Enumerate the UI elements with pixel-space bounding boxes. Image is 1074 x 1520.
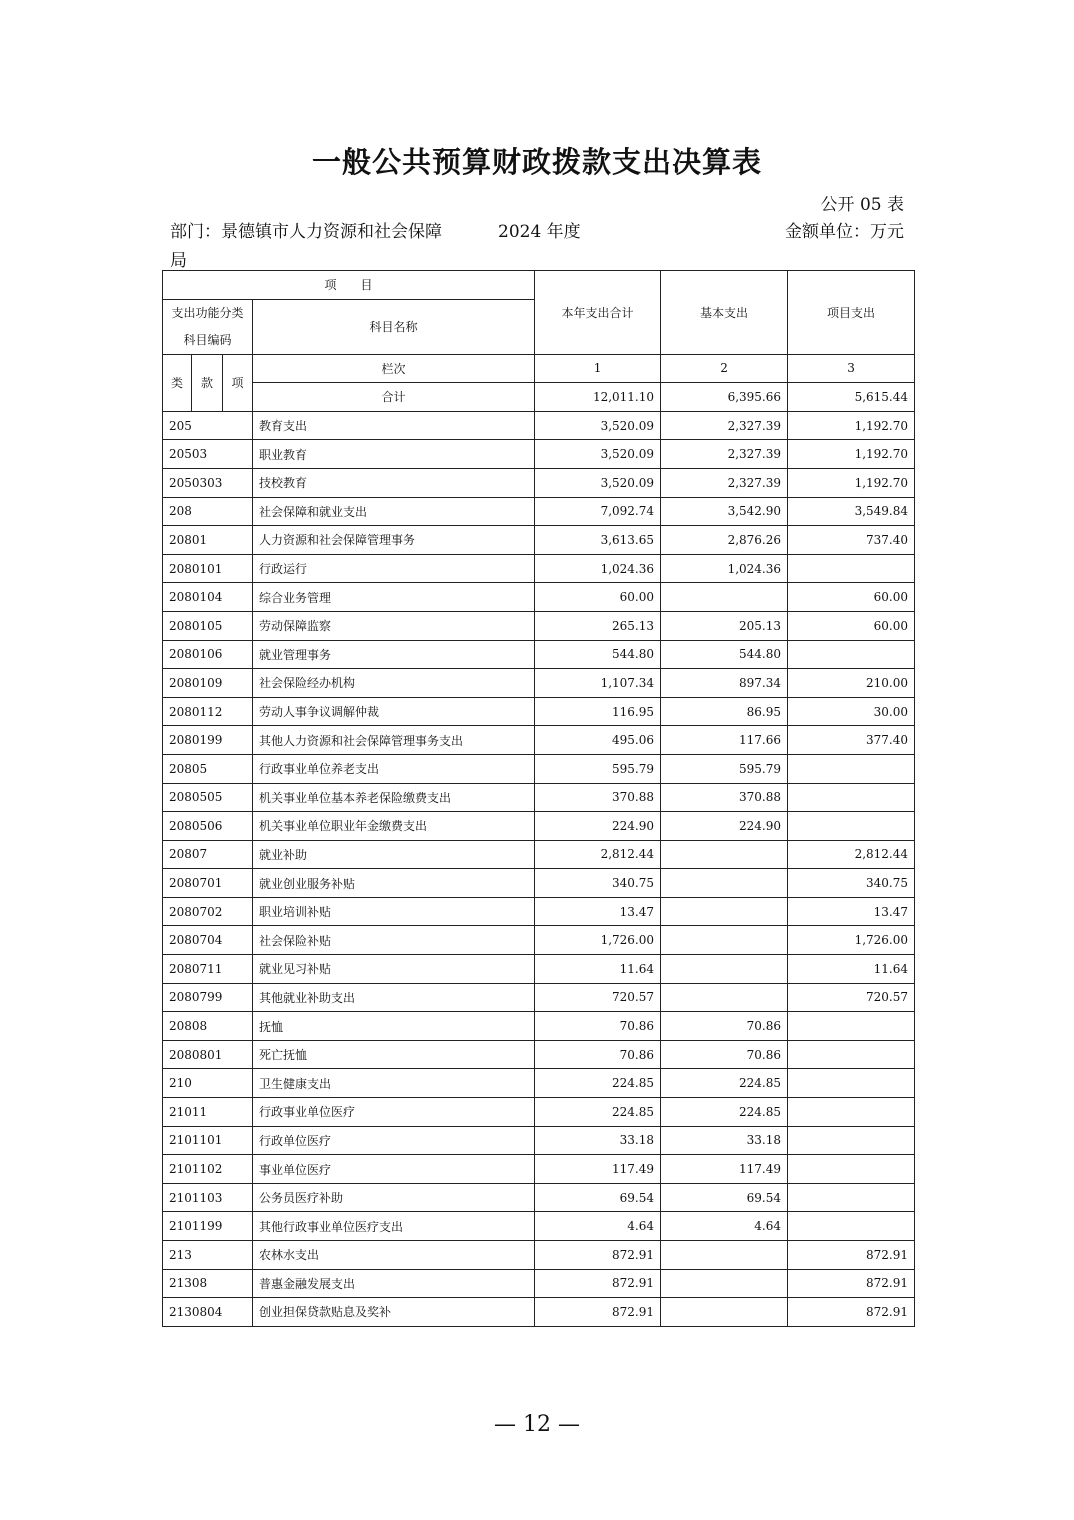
row-subject-name: 行政单位医疗 [253,1126,535,1155]
row-total: 872.91 [535,1269,661,1298]
row-code: 20807 [163,840,253,869]
table-row [163,1040,915,1069]
row-code: 2101101 [163,1126,253,1155]
row-code: 205 [163,411,253,440]
table-row [163,554,915,583]
row-total: 224.85 [535,1069,661,1098]
table-row [163,1069,915,1098]
row-project [788,1069,915,1098]
row-total: 872.91 [535,1298,661,1327]
department-label: 部门：景德镇市人力资源和社会保障局 [170,222,442,271]
total-basic: 6,395.66 [661,383,788,412]
row-total: 340.75 [535,869,661,898]
row-total: 3,520.09 [535,411,661,440]
row-project: 60.00 [788,583,915,612]
row-subject-name: 人力资源和社会保障管理事务 [253,526,535,555]
row-total: 595.79 [535,754,661,783]
row-code: 20503 [163,440,253,469]
row-project [788,640,915,669]
row-code: 20801 [163,526,253,555]
row-basic [661,869,788,898]
row-code: 2080199 [163,726,253,755]
header-row-lanci [163,354,915,383]
row-project: 1,192.70 [788,468,915,497]
row-total: 70.86 [535,1040,661,1069]
row-code: 2080505 [163,783,253,812]
row-project [788,812,915,841]
row-basic: 370.88 [661,783,788,812]
amount-unit: 金额单位：万元 [785,222,904,242]
row-subject-name: 职业培训补贴 [253,897,535,926]
row-project: 872.91 [788,1241,915,1270]
row-total: 3,520.09 [535,468,661,497]
row-code: 2080109 [163,669,253,698]
row-subject-name: 创业担保贷款贴息及奖补 [253,1298,535,1327]
table-row [163,869,915,898]
row-basic: 2,327.39 [661,468,788,497]
row-project [788,1126,915,1155]
row-project: 2,812.44 [788,840,915,869]
row-total: 495.06 [535,726,661,755]
row-basic: 897.34 [661,669,788,698]
row-code: 2080711 [163,955,253,984]
row-code: 2050303 [163,468,253,497]
row-code: 2101102 [163,1155,253,1184]
fiscal-year: 2024 年度 [498,222,581,242]
row-subject-name: 行政运行 [253,554,535,583]
header-num-1: 1 [535,354,661,383]
row-basic: 3,542.90 [661,497,788,526]
row-subject-name: 其他就业补助支出 [253,983,535,1012]
table-row [163,926,915,955]
row-subject-name: 行政事业单位医疗 [253,1098,535,1127]
row-subject-name: 劳动人事争议调解仲裁 [253,697,535,726]
row-basic [661,583,788,612]
table-row [163,1241,915,1270]
table-row [163,1012,915,1041]
header-num-3: 3 [788,354,915,383]
row-project: 340.75 [788,869,915,898]
row-total: 70.86 [535,1012,661,1041]
row-total: 7,092.74 [535,497,661,526]
row-total: 117.49 [535,1155,661,1184]
row-project [788,754,915,783]
table-row [163,840,915,869]
row-code: 20808 [163,1012,253,1041]
row-project [788,554,915,583]
row-total: 1,726.00 [535,926,661,955]
row-total: 720.57 [535,983,661,1012]
header-subject-name: 科目名称 [253,299,535,354]
table-row [163,1098,915,1127]
row-total: 33.18 [535,1126,661,1155]
row-code: 2101199 [163,1212,253,1241]
row-subject-name: 社会保障和就业支出 [253,497,535,526]
table-row [163,697,915,726]
row-project: 60.00 [788,611,915,640]
header-num-2: 2 [661,354,788,383]
row-total: 69.54 [535,1183,661,1212]
table-row [163,669,915,698]
row-project: 13.47 [788,897,915,926]
row-total: 224.85 [535,1098,661,1127]
table-row [163,411,915,440]
row-code: 20805 [163,754,253,783]
row-basic [661,926,788,955]
table-row [163,640,915,669]
header-project: 项 目 [163,271,535,300]
row-project [788,783,915,812]
row-basic: 70.86 [661,1040,788,1069]
row-subject-name: 卫生健康支出 [253,1069,535,1098]
row-total: 544.80 [535,640,661,669]
header-lanci: 栏次 [253,354,535,383]
row-subject-name: 就业见习补贴 [253,955,535,984]
table-row [163,1269,915,1298]
row-basic: 2,327.39 [661,440,788,469]
row-basic: 2,876.26 [661,526,788,555]
row-code: 2080506 [163,812,253,841]
row-basic [661,1241,788,1270]
row-total: 60.00 [535,583,661,612]
row-code: 2080799 [163,983,253,1012]
row-basic: 1,024.36 [661,554,788,583]
header-col-total: 本年支出合计 [535,271,661,355]
row-subject-name: 就业创业服务补贴 [253,869,535,898]
row-subject-name: 农林水支出 [253,1241,535,1270]
table-row [163,1126,915,1155]
table-row [163,783,915,812]
row-basic: 69.54 [661,1183,788,1212]
table-row [163,440,915,469]
row-code: 2101103 [163,1183,253,1212]
header-col-project: 项目支出 [788,271,915,355]
table-row [163,583,915,612]
row-basic [661,955,788,984]
row-total: 3,520.09 [535,440,661,469]
row-code: 21011 [163,1098,253,1127]
row-code: 2080704 [163,926,253,955]
row-basic: 117.66 [661,726,788,755]
row-subject-name: 综合业务管理 [253,583,535,612]
row-basic: 224.90 [661,812,788,841]
total-row [163,383,915,412]
page-title: 一般公共预算财政拨款支出决算表 [311,145,762,179]
row-basic: 595.79 [661,754,788,783]
row-project [788,1155,915,1184]
row-subject-name: 行政事业单位养老支出 [253,754,535,783]
form-number: 公开 05 表 [820,195,904,215]
row-total: 3,613.65 [535,526,661,555]
row-project [788,1012,915,1041]
row-subject-name: 机关事业单位基本养老保险缴费支出 [253,783,535,812]
row-total: 2,812.44 [535,840,661,869]
row-project: 1,726.00 [788,926,915,955]
table-row [163,611,915,640]
row-subject-name: 死亡抚恤 [253,1040,535,1069]
row-total: 11.64 [535,955,661,984]
row-code: 2080702 [163,897,253,926]
row-project: 3,549.84 [788,497,915,526]
table-row [163,897,915,926]
row-project: 737.40 [788,526,915,555]
row-total: 1,024.36 [535,554,661,583]
table-row [163,497,915,526]
total-label: 合计 [253,383,535,412]
row-project [788,1212,915,1241]
row-total: 265.13 [535,611,661,640]
row-code: 2080104 [163,583,253,612]
table-row [163,1212,915,1241]
row-total: 116.95 [535,697,661,726]
row-basic: 33.18 [661,1126,788,1155]
row-subject-name: 公务员医疗补助 [253,1183,535,1212]
row-basic: 86.95 [661,697,788,726]
row-project [788,1040,915,1069]
row-project: 210.00 [788,669,915,698]
row-code: 21308 [163,1269,253,1298]
row-subject-name: 职业教育 [253,440,535,469]
row-total: 4.64 [535,1212,661,1241]
row-code: 2080101 [163,554,253,583]
row-code: 2080801 [163,1040,253,1069]
row-basic: 4.64 [661,1212,788,1241]
row-total: 224.90 [535,812,661,841]
row-code: 2080106 [163,640,253,669]
row-basic: 224.85 [661,1069,788,1098]
row-project: 872.91 [788,1269,915,1298]
header-row-project [163,271,915,300]
row-project: 1,192.70 [788,440,915,469]
row-subject-name: 就业管理事务 [253,640,535,669]
row-code: 2130804 [163,1298,253,1327]
table-row [163,955,915,984]
table-row [163,983,915,1012]
row-code: 208 [163,497,253,526]
row-total: 13.47 [535,897,661,926]
budget-table [162,270,915,1327]
row-basic: 70.86 [661,1012,788,1041]
row-project [788,1183,915,1212]
row-basic: 205.13 [661,611,788,640]
row-project: 872.91 [788,1298,915,1327]
header-col-basic: 基本支出 [661,271,788,355]
row-subject-name: 技校教育 [253,468,535,497]
row-project: 11.64 [788,955,915,984]
row-code: 2080701 [163,869,253,898]
row-project: 377.40 [788,726,915,755]
row-code: 2080105 [163,611,253,640]
total-project: 5,615.44 [788,383,915,412]
row-code: 2080112 [163,697,253,726]
header-xiang: 项 [223,354,253,411]
row-subject-name: 教育支出 [253,411,535,440]
row-basic: 117.49 [661,1155,788,1184]
row-subject-name: 普惠金融发展支出 [253,1269,535,1298]
header-func-code: 支出功能分类科目编码 [163,299,253,354]
table-row [163,812,915,841]
row-subject-name: 抚恤 [253,1012,535,1041]
table-row [163,1155,915,1184]
row-total: 370.88 [535,783,661,812]
row-code: 210 [163,1069,253,1098]
row-project: 1,192.70 [788,411,915,440]
table-row [163,1183,915,1212]
row-subject-name: 其他行政事业单位医疗支出 [253,1212,535,1241]
header-lei: 类 [163,354,192,411]
row-project: 30.00 [788,697,915,726]
row-subject-name: 机关事业单位职业年金缴费支出 [253,812,535,841]
row-subject-name: 社会保险经办机构 [253,669,535,698]
row-subject-name: 事业单位医疗 [253,1155,535,1184]
row-total: 1,107.34 [535,669,661,698]
row-subject-name: 其他人力资源和社会保障管理事务支出 [253,726,535,755]
row-basic: 224.85 [661,1098,788,1127]
row-basic: 544.80 [661,640,788,669]
row-subject-name: 劳动保障监察 [253,611,535,640]
row-basic [661,983,788,1012]
row-basic [661,840,788,869]
row-project: 720.57 [788,983,915,1012]
page-number: — 12 — [494,1412,580,1437]
total-sum: 12,011.10 [535,383,661,412]
row-basic [661,1269,788,1298]
row-code: 213 [163,1241,253,1270]
row-subject-name: 就业补助 [253,840,535,869]
table-row [163,468,915,497]
table-row [163,1298,915,1327]
table-row [163,526,915,555]
row-total: 872.91 [535,1241,661,1270]
table-row [163,754,915,783]
row-basic [661,1298,788,1327]
table-row [163,726,915,755]
row-basic [661,897,788,926]
header-kuan: 款 [192,354,223,411]
row-basic: 2,327.39 [661,411,788,440]
row-subject-name: 社会保险补贴 [253,926,535,955]
row-project [788,1098,915,1127]
